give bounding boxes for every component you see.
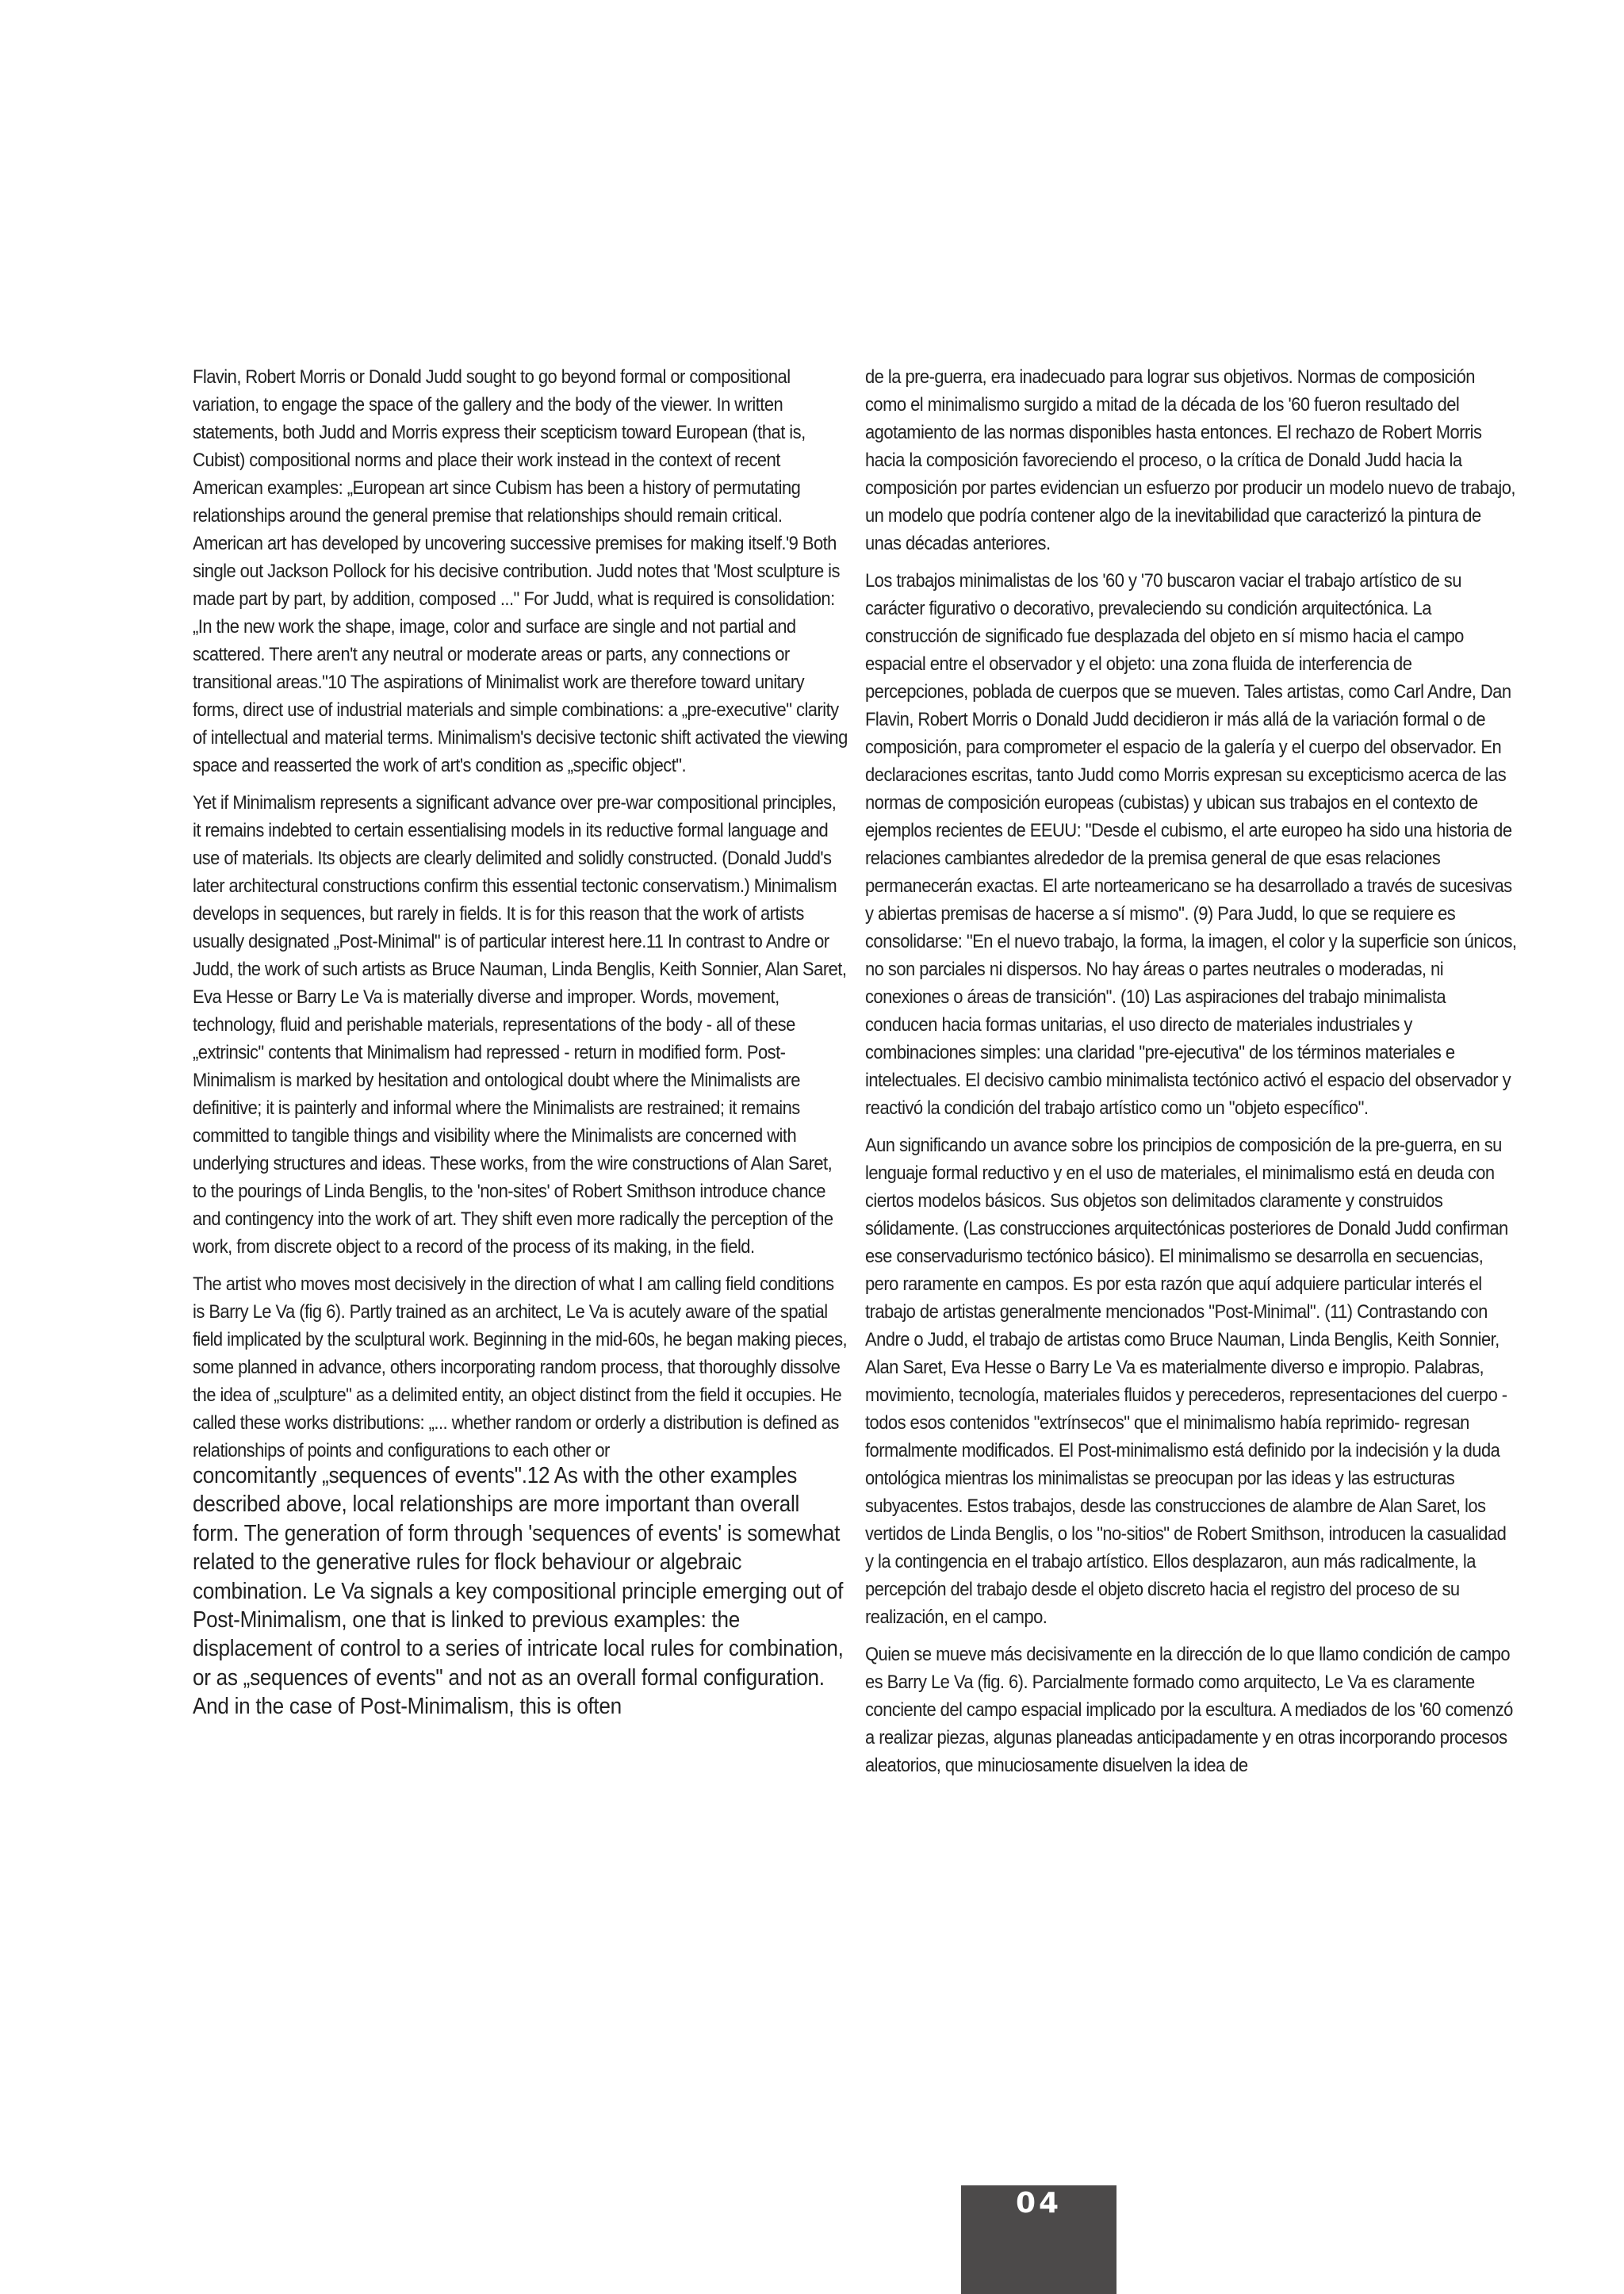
page-number: 04 — [1015, 2187, 1063, 2219]
paragraph: The artist who moves most decisively in the direction of what I am calling field conditions is Barry Le Va (fig 6). Partly trained as an architect, Le Va is acutely aware of the spatial field implicated by the sculptural work. Beginning in the mid-60s, he began making pieces, some planned in advance, others incorporating random process, that thoroughly dissolve the idea of „sculpture" as a delimited entity, an object distinct from the field it occupies. He called these works distributions: „... whether random or orderly a distribution is defined as relationships of points and configurations to each other or — [193, 1273, 848, 1461]
paragraph: Yet if Minimalism represents a significant advance over pre-war compositional principles, it remains indebted to certain essentialising models in its reductive formal language and use of materials. Its objects are clearly delimited and solidly constructed. (Donald Judd's later architectural constructions confirm this essential tectonic conservatism.) Minimalism develops in sequences, but rarely in fields. It is for this reason that the work of artists usually designated „Post-Minimal" is of particular interest here.11 In contrast to Andre or Judd, the work of such artists as Bruce Nauman, Linda Benglis, Keith Sonnier, Alan Saret, Eva Hesse or Barry Le Va is materially diverse and improper. Words, movement, technology, fluid and perishable materials, representations of the body - all of these „extrinsic" contents that Minimalism had repressed - return in modified form. Post-Minimalism is marked by hesitation and ontological doubt where the Minimalists are definitive; it is painterly and informal where the Minimalists are restrained; it remains committed to tangible things and visibility where the Minimalists are concerned with underlying structures and ideas. These works, from the wire constructions of Alan Saret, to the pourings of Linda Benglis, to the 'non-sites' of Robert Smithson introduce chance and contingency into the work of art. They shift even more radically the perception of the work, from discrete object to a record of the process of its making, in the field. — [193, 792, 847, 1258]
paragraph: Flavin, Robert Morris or Donald Judd sought to go beyond formal or compositional variation, to engage the space of the gallery and the body of the viewer. In written statements, both Judd and Morris express their scepticism toward European (that is, Cubist) compositional norms and place their work instead in the context of recent American examples: „European art since Cubism has been a history of permutating relationships around the general premise that relationships should remain critical. American art has developed by uncovering successive premises for making itself.'9 Both single out Jackson Pollock for his decisive contribution. Judd notes that 'Most sculpture is made part by part, by addition, composed ..." For Judd, what is required is consolidation: „In the new work the shape, image, color and surface are single and not partial and scattered. There aren't any neutral or moderate areas or parts, any connections or transitional areas."10 The aspirations of Minimalist work are therefore toward unitary forms, direct use of industrial materials and simple combinations: a „pre-executive" clarity of intellectual and material terms. Minimalism's decisive tectonic shift activated the viewing space and reasserted the work of art's condition as „specific object". — [193, 366, 848, 776]
paragraph: Los trabajos minimalistas de los '60 y '70 buscaron vaciar el trabajo artístico de su carácter figurativo o decorativo, prevaleciendo su condición arquitectónica. La construcción de significado fue desplazada del objeto en sí mismo hacia el campo espacial entre el observador y el objeto: una zona fluida de interferencia de percepciones, poblada de cuerpos que se mueven. Tales artistas, como Carl Andre, Dan Flavin, Robert Morris o Donald Judd decidieron ir más allá de la variación formal o de composición, para comprometer el espacio de la galería y el cuerpo del observador. En declaraciones escritas, tanto Judd como Morris expresan su excepticismo acerca de las normas de composición europeas (cubistas) y ubican sus trabajos en el contexto de ejemplos recientes de EEUU: "Desde el cubismo, el arte europeo ha sido una historia de relaciones cambiantes alrededor de la premisa general de que esas relaciones permanecerán exactas. El arte norteamericano se ha desarrollado a través de sucesivas y abiertas premisas de hacerse a sí mismo". (9) Para Judd, lo que se requiere es consolidarse: "En el nuevo trabajo, la forma, la imagen, el color y la superficie son únicos, no son parciales ni dispersos. No hay áreas o partes neutrales o moderadas, ni conexiones o áreas de transición". (10) Las aspiraciones del trabajo minimalista conducen hacia formas unitarias, el uso directo de materiales industriales y combinaciones simples: una claridad "pre-ejecutiva" de los términos materiales e intelectuales. El decisivo cambio minimalista tectónico activó el espacio del observador y reactivó la condición del trabajo artístico como un "objeto específico". — [865, 570, 1517, 1119]
left-column-english — [193, 363, 848, 1731]
page-number-box — [961, 2185, 1116, 2294]
right-column-spanish — [865, 363, 1518, 1789]
paragraph: de la pre-guerra, era inadecuado para lograr sus objetivos. Normas de composición como el minimalismo surgido a mitad de la década de los '60 fueron resultado del agotamiento de las normas disponibles hasta entonces. El rechazo de Robert Morris hacia la composición favoreciendo el proceso, o la crítica de Donald Judd hacia la composición por partes evidencian un esfuerzo por producir un modelo nuevo de trabajo, un modelo que podría contener algo de la inevitabilidad que caracterizó la pintura de unas décadas anteriores. — [865, 366, 1515, 554]
paragraph-large-type: concomitantly „sequences of events".12 As with the other examples described above, local relationships are more important than overall form. The generation of form through 'sequences of events' is somewhat related to the generative rules for flock behaviour or algebraic combination. Le Va signals a key compositional principle emerging out of Post-Minimalism, one that is linked to previous examples: the displacement of control to a series of intricate local rules for combination, or as „sequences of events" and not as an overall formal configuration. And in the case of Post-Minimalism, this is often — [193, 1463, 844, 1720]
paragraph: Aun significando un avance sobre los principios de composición de la pre-guerra, en su lenguaje formal reductivo y en el uso de materiales, el minimalismo está en deuda con ciertos modelos básicos. Sus objetos son delimitados claramente y construidos sólidamente. (Las construcciones arquitectónicas posteriores de Donald Judd confirman ese conservadurismo tectónico básico). El minimalismo se desarrolla en secuencias, pero raramente en campos. Es por esta razón que aquí adquiere particular interés el trabajo de artistas generalmente mencionados "Post-Minimal". (11) Contrastando con Andre o Judd, el trabajo de artistas como Bruce Nauman, Linda Benglis, Keith Sonnier, Alan Saret, Eva Hesse o Barry Le Va es materialmente diverso e impropio. Palabras, movimiento, tecnología, materiales fluidos y perecederos, representaciones del cuerpo -todos esos contenidos "extrínsecos" que el minimalismo había reprimido- regresan formalmente modificados. El Post-minimalismo está definido por la indecisión y la duda ontológica mientras los minimalistas se preocupan por las ideas y las estructuras subyacentes. Estos trabajos, desde las construcciones de alambre de Alan Saret, los vertidos de Linda Benglis, o los "no-sitios" de Robert Smithson, introducen la casualidad y la contingencia en el trabajo artístico. Ellos desplazaron, aun más radicalmente, la percepción del trabajo desde el objeto discreto hacia el registro del proceso de su realización, en el campo. — [865, 1135, 1508, 1628]
paragraph: Quien se mueve más decisivamente en la dirección de lo que llamo condición de campo es Barry Le Va (fig. 6). Parcialmente formado como arquitecto, Le Va es claramente conciente del campo espacial implicado por la escultura. A mediados de los '60 comenzó a realizar piezas, algunas planeadas anticipadamente y en otras incorporando procesos aleatorios, que minuciosamente disuelven la idea de — [865, 1644, 1513, 1776]
